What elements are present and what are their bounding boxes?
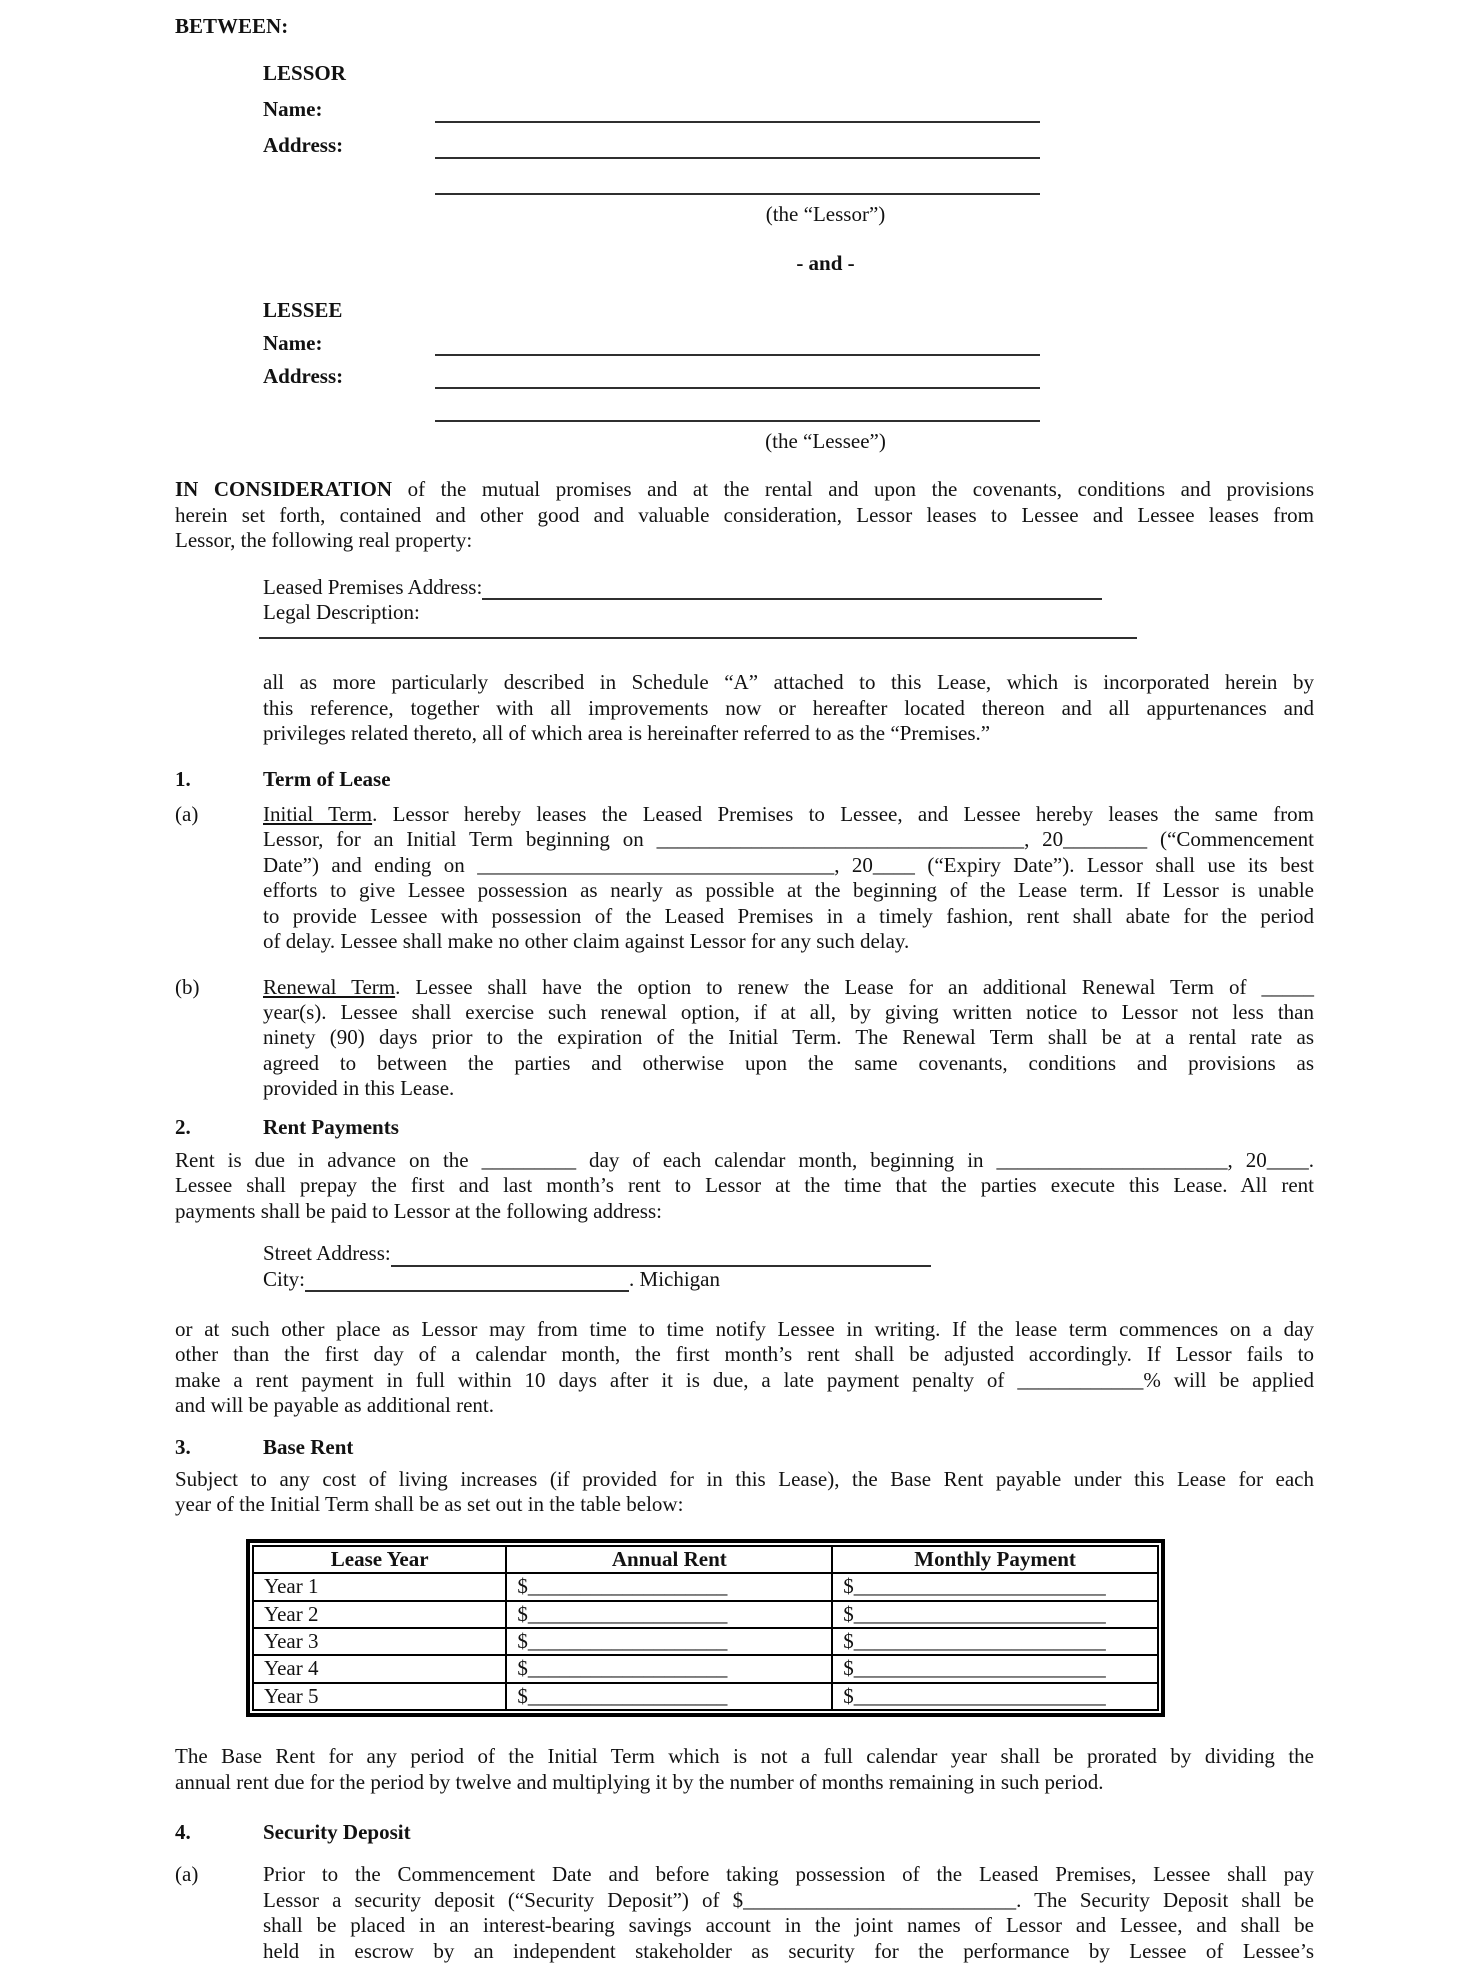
lessee-name-row: [263, 323, 1314, 356]
section-1-title: Term of Lease: [263, 766, 391, 791]
late-payment-paragraph: or at such other place as Lessor may from time to time notify Lessee in writing. If the lease term commences on a day other than the first day of a calendar month, the first month’s rent shall be adjusted accordingly. If Lessor fails to make a rent payment in full within 10 days after it is due, a late payment penalty of ____________% will be applied and will be payable as additional rent.: [175, 1316, 1314, 1418]
lessor-address-label: Address:: [263, 133, 344, 158]
year-5-annual-rent-field[interactable]: $___________________: [506, 1683, 832, 1710]
year-2-monthly-payment-field[interactable]: $________________________: [832, 1601, 1158, 1628]
year-3-monthly-payment-field[interactable]: $________________________: [832, 1628, 1158, 1655]
year-2-label: Year 2: [253, 1601, 506, 1628]
lessor-address-row: [263, 123, 1314, 159]
premises-address-row: [263, 575, 1314, 600]
schedule-a-paragraph: all as more particularly described in Schedule “A” attached to this Lease, which is incorporated herein by this reference, together with all improvements now or hereafter located thereon and all appurtenances and privileges related thereto, all of which area is hereinafter referred to as the “Premises.”: [263, 670, 1314, 746]
consideration-lead: IN CONSIDERATION: [175, 477, 393, 502]
lessee-address-label: Address:: [263, 363, 344, 388]
security-deposit-paragraph: (a) Prior to the Commencement Date and before taking possession of the Leased Premises, Lessee shall pay Lessor a security deposit (“Security Deposit”) of $__________________________. The Security Deposit shall be shall be placed in an interest-bearing savings account in the joint names of Lessor and Lessee, and shall be held in escrow by an independent stakeholder as security for the performance by Lessee of Lessee’s: [175, 1862, 1314, 1963]
payment-address-block: [175, 1241, 1314, 1292]
year-4-monthly-payment-field[interactable]: $________________________: [832, 1655, 1158, 1682]
city-label: City:: [263, 1266, 306, 1291]
city-field[interactable]: [305, 1269, 629, 1292]
year-1-label: Year 1: [253, 1573, 506, 1600]
lessor-address2-field[interactable]: [435, 157, 1040, 195]
premises-address-field[interactable]: [482, 577, 1102, 600]
lessor-heading: LESSOR: [263, 61, 346, 86]
consideration-paragraph: IN CONSIDERATION of the mutual promises and at the rental and upon the covenants, conditions and provisions herein set forth, contained and other good and valuable consideration, Lessor leases to Lessee and Lessee leases from Lessor, the following real property:: [175, 477, 1314, 553]
lessor-address-field[interactable]: [435, 121, 1040, 159]
section-1-heading: [175, 767, 1314, 792]
lessee-name-label: Name:: [263, 330, 323, 355]
table-row: [253, 1601, 1158, 1628]
year-1-annual-rent-field[interactable]: $___________________: [506, 1573, 832, 1600]
lessee-address-row: [263, 356, 1314, 389]
year-4-label: Year 4: [253, 1655, 506, 1682]
lessee-address2-row: [263, 389, 1314, 422]
legal-description-field[interactable]: [259, 625, 1137, 639]
lessor-caption: (the “Lessor”): [765, 201, 886, 226]
year-1-monthly-payment-field[interactable]: $________________________: [832, 1573, 1158, 1600]
lessee-heading: LESSEE: [263, 297, 343, 322]
street-address-label: Street Address:: [263, 1241, 391, 1266]
lessee-address-field[interactable]: [435, 354, 1040, 389]
lessor-block: [175, 61, 1314, 227]
table-header-lease-year: Lease Year: [253, 1546, 506, 1573]
state-suffix: . Michigan: [629, 1266, 720, 1291]
lessor-address2-row: [263, 159, 1314, 195]
street-address-row: [263, 1241, 1314, 1266]
table-row: [253, 1573, 1158, 1600]
clause-a-number: (a): [175, 1862, 199, 1887]
lessee-address2-field[interactable]: [435, 387, 1040, 422]
section-1-number: 1.: [175, 766, 191, 791]
lessee-caption: (the “Lessee”): [765, 429, 886, 454]
year-5-label: Year 5: [253, 1683, 506, 1710]
and-separator: - and -: [796, 251, 855, 276]
base-rent-intro-paragraph: Subject to any cost of living increases (if provided for in this Lease), the Base Rent payable under this Lease for each year of the Initial Term shall be as set out in the table below:: [175, 1466, 1314, 1517]
year-2-annual-rent-field[interactable]: $___________________: [506, 1601, 832, 1628]
street-address-field[interactable]: [391, 1244, 931, 1267]
between-label: BETWEEN:: [175, 14, 289, 38]
clause-b-number: (b): [175, 974, 200, 999]
section-3-heading: [175, 1435, 1314, 1460]
premises-block: [175, 575, 1314, 640]
legal-description-label: Legal Description:: [263, 600, 420, 625]
table-header-annual-rent: Annual Rent: [506, 1546, 832, 1573]
table-row: [253, 1655, 1158, 1682]
renewal-term-paragraph: (b) Renewal Term. Lessee shall have the option to renew the Lease for an additional Renewal Term of _____ year(s). Lessee shall exercise such renewal option, if at all, by giving written notice to Lessor not less than ninety (90) days prior to the expiration of the Initial Term. The Renewal Term shall be at a rental rate as agreed to between the parties and otherwise upon the same covenants, conditions and provisions as provided in this Lease.: [175, 974, 1314, 1101]
table-row: [253, 1628, 1158, 1655]
section-2-number: 2.: [175, 1114, 191, 1139]
section-4-number: 4.: [175, 1820, 191, 1845]
section-3-number: 3.: [175, 1434, 191, 1459]
base-rent-table: [246, 1539, 1165, 1717]
section-2-title: Rent Payments: [263, 1114, 399, 1139]
year-4-annual-rent-field[interactable]: $___________________: [506, 1655, 832, 1682]
section-4-heading: [175, 1820, 1314, 1845]
table-header-monthly-payment: Monthly Payment: [832, 1546, 1158, 1573]
table-row: [253, 1683, 1158, 1710]
year-3-label: Year 3: [253, 1628, 506, 1655]
rent-due-paragraph: Rent is due in advance on the _________ day of each calendar month, beginning in ______________________, 20____. Lessee shall prepay the first and last month’s rent to Lessor at the time that the parties execute this Lease. All rent payments shall be paid to Lessor at the following address:: [175, 1147, 1314, 1223]
initial-term-paragraph: (a) Initial Term. Lessor hereby leases the Leased Premises to Lessee, and Lessee hereby leases the same from Lessor, for an Initial Term beginning on ___________________________________, 20________ (“Commencement Date”) and ending on __________________________________, 20____ (“Expiry Date”). Lessor shall use its best efforts to give Lessee possession as nearly as possible at the beginning of the Lease term. If Lessor is unable to provide Lessee with possession of the Leased Premises in a timely fashion, rent shall abate for the period of delay. Lessee shall make no other claim against Lessor for any such delay.: [175, 802, 1314, 954]
lessee-name-field[interactable]: [435, 321, 1040, 356]
lessor-name-label: Name:: [263, 97, 323, 122]
premises-address-label: Leased Premises Address:: [263, 574, 483, 599]
table-header-row: [253, 1546, 1158, 1573]
section-3-title: Base Rent: [263, 1434, 354, 1459]
city-row: [263, 1267, 1314, 1292]
year-3-annual-rent-field[interactable]: $___________________: [506, 1628, 832, 1655]
year-5-monthly-payment-field[interactable]: $________________________: [832, 1683, 1158, 1710]
proration-paragraph: The Base Rent for any period of the Initial Term which is not a full calendar year shall be prorated by dividing the annual rent due for the period by twelve and multiplying it by the number of months remaining in such period.: [175, 1744, 1314, 1794]
renewal-term-lead: Renewal Term: [263, 974, 396, 999]
section-2-heading: [175, 1115, 1314, 1140]
lessor-name-row: [263, 87, 1314, 123]
clause-a-number: (a): [175, 802, 199, 827]
section-4-title: Security Deposit: [263, 1820, 411, 1845]
lessor-name-field[interactable]: [435, 85, 1040, 123]
initial-term-lead: Initial Term: [263, 802, 373, 827]
lessee-block: [175, 298, 1314, 455]
